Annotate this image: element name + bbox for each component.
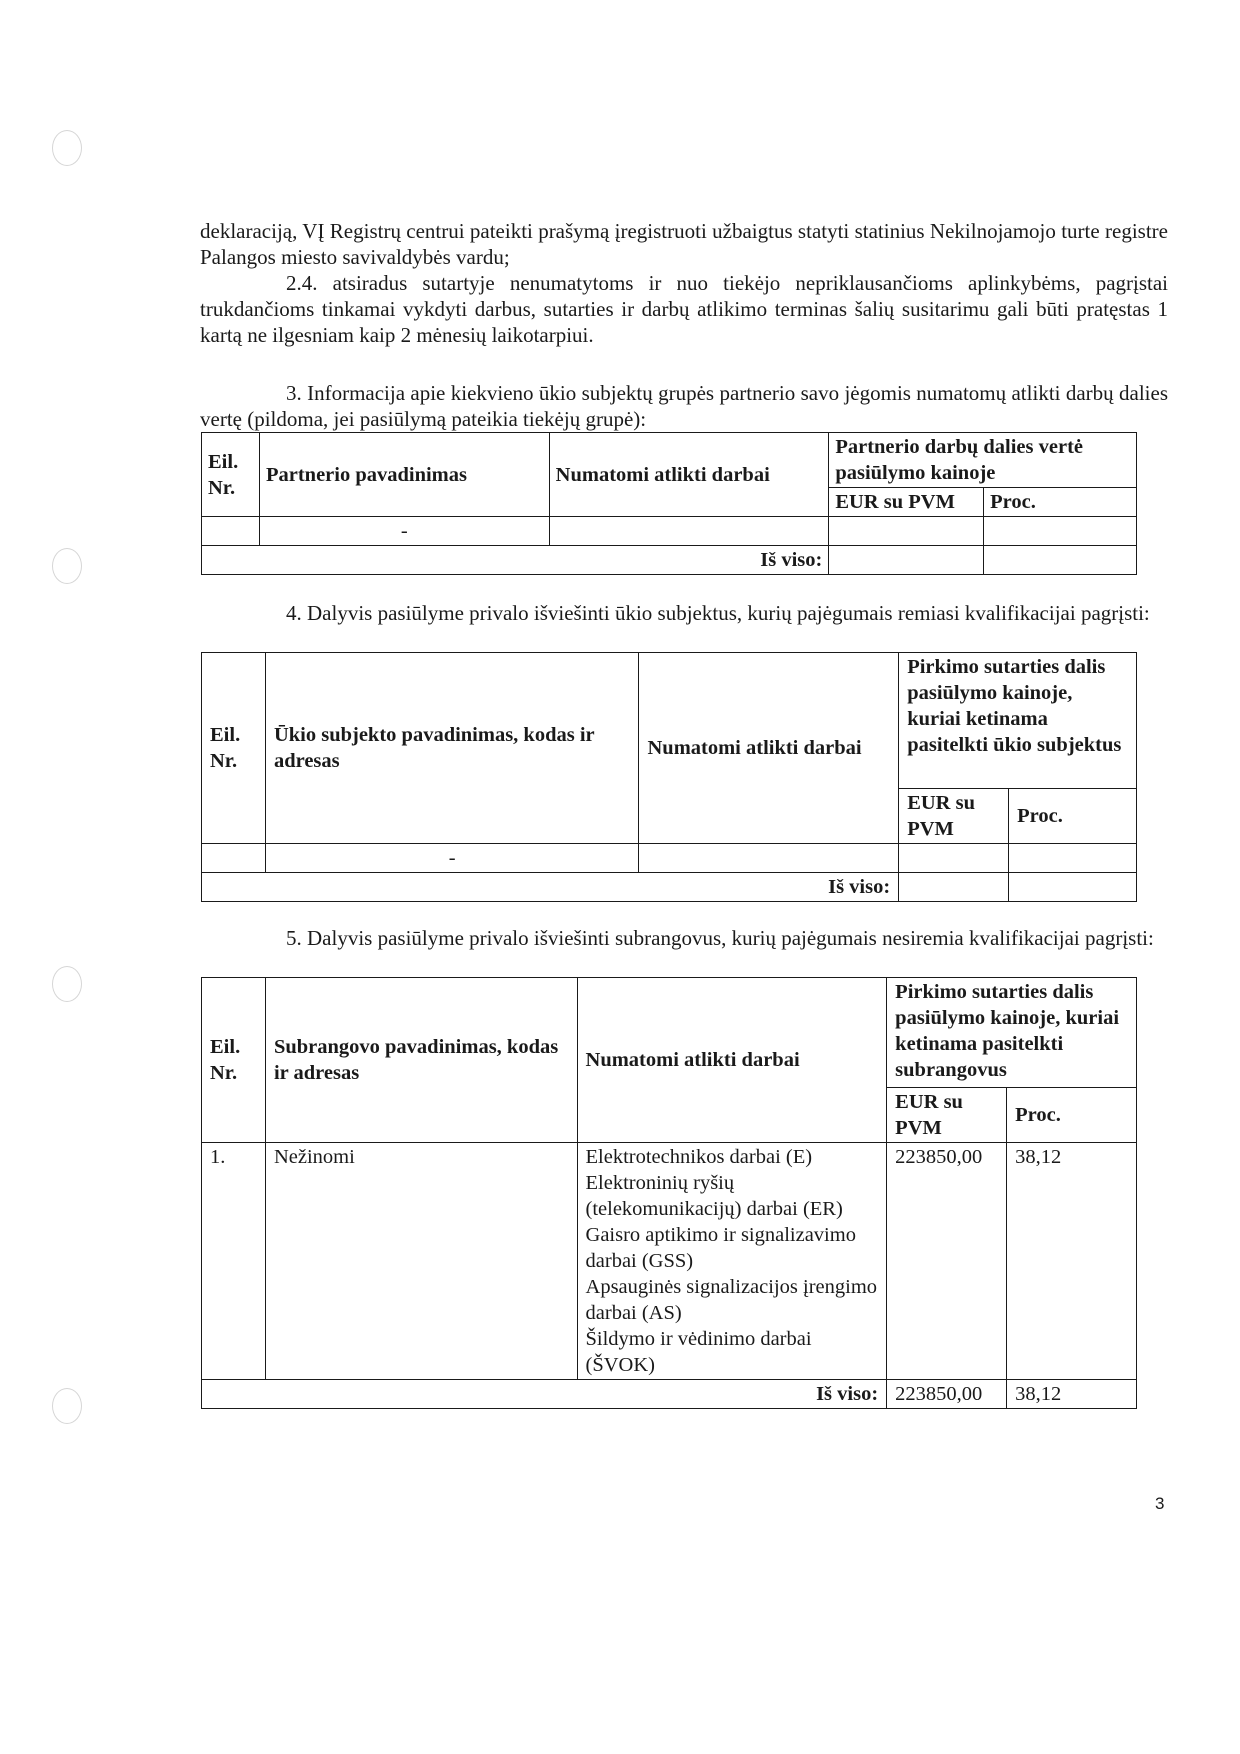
row-name: - (259, 517, 549, 546)
row-proc (1009, 844, 1137, 873)
header-value-group: Partnerio darbų dalies vertė pasiūlymo kainoje (829, 433, 1137, 488)
work-item: Elektroninių ryšių (telekomunikacijų) darbai (ER) (585, 1172, 843, 1220)
header-eur: EUR su PVM (829, 488, 984, 517)
row-eur (829, 517, 984, 546)
row-proc (984, 517, 1137, 546)
work-item: Apsauginės signalizacijos įrengimo darbai (AS) (585, 1276, 878, 1324)
punch-hole-mark (52, 1388, 82, 1424)
punch-hole-mark (52, 966, 82, 1002)
header-nr: Eil. Nr. (202, 978, 266, 1143)
row-nr: 1. (202, 1143, 266, 1380)
section5-heading: 5. Dalyvis pasiūlyme privalo išviešinti subrangovus, kurių pajėgumais nesiremia kvalifikacijai pagrįsti: (286, 926, 1154, 950)
row-nr (202, 517, 260, 546)
header-works: Numatomi atlikti darbai (577, 978, 887, 1143)
header-partner: Partnerio pavadinimas (259, 433, 549, 517)
total-proc (1009, 873, 1137, 902)
section4-heading: 4. Dalyvis pasiūlyme privalo išviešinti ūkio subjektus, kurių pajėgumais remiasi kvalifikacijai pagrįsti: (286, 601, 1150, 625)
section3-heading: 3. Informacija apie kiekvieno ūkio subjektų grupės partnerio savo jėgomis numatomų atlikti darbų dalies vertę (pildoma, jei pasiūlymą pateikia tiekėjų grupė): (200, 381, 1168, 431)
total-eur: 223850,00 (887, 1380, 1007, 1409)
header-eur: EUR su PVM (899, 789, 1009, 844)
header-nr: Eil. Nr. (202, 653, 266, 844)
header-works: Numatomi atlikti darbai (639, 653, 899, 844)
header-proc: Proc. (1009, 789, 1137, 844)
header-proc: Proc. (1007, 1088, 1137, 1143)
section3-table (201, 432, 1137, 575)
header-works: Numatomi atlikti darbai (549, 433, 829, 517)
total-label: Iš viso: (202, 873, 899, 902)
work-item: Elektrotechnikos darbai (E) (585, 1146, 813, 1168)
punch-hole-mark (52, 130, 82, 166)
section4-table (201, 652, 1137, 902)
total-label: Iš viso: (202, 1380, 887, 1409)
row-works (577, 1143, 887, 1380)
total-eur (829, 546, 984, 575)
header-subcontractor: Subrangovo pavadinimas, kodas ir adresas (265, 978, 577, 1143)
header-eur: EUR su PVM (887, 1088, 1007, 1143)
work-item: Gaisro aptikimo ir signalizavimo darbai (GSS) (585, 1224, 856, 1272)
total-proc: 38,12 (1007, 1380, 1137, 1409)
page-number: 3 (1155, 1494, 1165, 1513)
total-proc (984, 546, 1137, 575)
row-name: Nežinomi (265, 1143, 577, 1380)
row-eur (899, 844, 1009, 873)
row-works (549, 517, 829, 546)
clause-2-4: 2.4. atsiradus sutartyje nenumatytoms ir nuo tiekėjo nepriklausančioms aplinkybėms, pagrįstai trukdančioms tinkamai vykdyti darbus, sutarties ir darbų atlikimo terminas šalių susitarimu gali būti pratęstas 1 kartą ne ilgesniam kaip 2 mėnesių laikotarpiui. (200, 271, 1168, 347)
total-eur (899, 873, 1009, 902)
section5-table (201, 977, 1137, 1409)
header-nr: Eil. Nr. (202, 433, 260, 517)
row-works (639, 844, 899, 873)
row-nr (202, 844, 266, 873)
intro-paragraph: deklaraciją, VĮ Registrų centrui pateikti prašymą įregistruoti užbaigtus statyti statinius Nekilnojamojo turte registre Palangos miesto savivaldybės vardu; (200, 219, 1168, 269)
header-proc: Proc. (984, 488, 1137, 517)
row-eur: 223850,00 (887, 1143, 1007, 1380)
punch-hole-mark (52, 548, 82, 584)
header-part-group: Pirkimo sutarties dalis pasiūlymo kainoje, kuriai ketinama pasitelkti ūkio subjektus (899, 653, 1137, 789)
work-item: Šildymo ir vėdinimo darbai (ŠVOK) (585, 1328, 812, 1376)
header-part-group: Pirkimo sutarties dalis pasiūlymo kainoje, kuriai ketinama pasitelkti subrangovus (887, 978, 1137, 1088)
row-name: - (265, 844, 639, 873)
total-label: Iš viso: (202, 546, 829, 575)
row-proc: 38,12 (1007, 1143, 1137, 1380)
header-subject: Ūkio subjekto pavadinimas, kodas ir adresas (265, 653, 639, 844)
